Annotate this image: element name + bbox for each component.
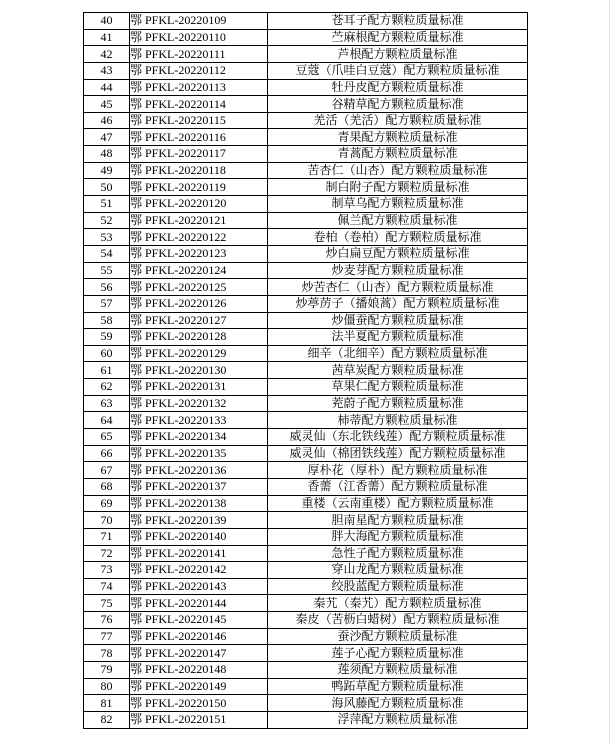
table-row xyxy=(84,262,528,279)
standard-code-cell: 鄂 PFKL-20220130 xyxy=(130,362,268,379)
standard-name-cell: 胖大海配方颗粒质量标准 xyxy=(268,528,528,545)
standards-table xyxy=(83,12,528,729)
standard-code-cell: 鄂 PFKL-20220114 xyxy=(130,96,268,113)
row-number-cell: 56 xyxy=(84,279,130,296)
standard-name-cell: 威灵仙（棉团铁线莲）配方颗粒质量标准 xyxy=(268,445,528,462)
standard-name-cell: 青蒿配方颗粒质量标准 xyxy=(268,146,528,163)
row-number-cell: 40 xyxy=(84,13,130,30)
standard-code-cell: 鄂 PFKL-20220139 xyxy=(130,512,268,529)
row-number-cell: 54 xyxy=(84,245,130,262)
table-row xyxy=(84,445,528,462)
standard-code-cell: 鄂 PFKL-20220113 xyxy=(130,79,268,96)
standard-code-cell: 鄂 PFKL-20220150 xyxy=(130,695,268,712)
table-row xyxy=(84,628,528,645)
table-row xyxy=(84,245,528,262)
row-number-cell: 55 xyxy=(84,262,130,279)
standard-name-cell: 制草乌配方颗粒质量标准 xyxy=(268,196,528,213)
table-row xyxy=(84,345,528,362)
standard-code-cell: 鄂 PFKL-20220138 xyxy=(130,495,268,512)
standard-name-cell: 法半夏配方颗粒质量标准 xyxy=(268,329,528,346)
table-row xyxy=(84,362,528,379)
standard-name-cell: 威灵仙（东北铁线莲）配方颗粒质量标准 xyxy=(268,429,528,446)
table-row xyxy=(84,112,528,129)
standard-name-cell: 制白附子配方颗粒质量标准 xyxy=(268,179,528,196)
standard-name-cell: 莲子心配方颗粒质量标准 xyxy=(268,645,528,662)
standard-code-cell: 鄂 PFKL-20220144 xyxy=(130,595,268,612)
standard-code-cell: 鄂 PFKL-20220121 xyxy=(130,212,268,229)
standard-code-cell: 鄂 PFKL-20220119 xyxy=(130,179,268,196)
standard-code-cell: 鄂 PFKL-20220123 xyxy=(130,245,268,262)
standard-name-cell: 蚕沙配方颗粒质量标准 xyxy=(268,628,528,645)
standard-name-cell: 秦皮（苦枥白蜡树）配方颗粒质量标准 xyxy=(268,612,528,629)
row-number-cell: 46 xyxy=(84,112,130,129)
standard-code-cell: 鄂 PFKL-20220120 xyxy=(130,196,268,213)
standard-name-cell: 牡丹皮配方颗粒质量标准 xyxy=(268,79,528,96)
row-number-cell: 61 xyxy=(84,362,130,379)
row-number-cell: 75 xyxy=(84,595,130,612)
table-row xyxy=(84,528,528,545)
row-number-cell: 69 xyxy=(84,495,130,512)
row-number-cell: 57 xyxy=(84,295,130,312)
row-number-cell: 58 xyxy=(84,312,130,329)
standard-code-cell: 鄂 PFKL-20220136 xyxy=(130,462,268,479)
standard-code-cell: 鄂 PFKL-20220140 xyxy=(130,528,268,545)
table-row xyxy=(84,595,528,612)
standard-code-cell: 鄂 PFKL-20220142 xyxy=(130,562,268,579)
table-row xyxy=(84,678,528,695)
standards-table-body xyxy=(84,13,528,729)
row-number-cell: 59 xyxy=(84,329,130,346)
row-number-cell: 63 xyxy=(84,395,130,412)
row-number-cell: 82 xyxy=(84,711,130,728)
standard-code-cell: 鄂 PFKL-20220135 xyxy=(130,445,268,462)
row-number-cell: 52 xyxy=(84,212,130,229)
row-number-cell: 77 xyxy=(84,628,130,645)
row-number-cell: 80 xyxy=(84,678,130,695)
standard-name-cell: 柿蒂配方颗粒质量标准 xyxy=(268,412,528,429)
row-number-cell: 64 xyxy=(84,412,130,429)
row-number-cell: 67 xyxy=(84,462,130,479)
table-row xyxy=(84,79,528,96)
standard-name-cell: 豆蔻（爪哇白豆蔻）配方颗粒质量标准 xyxy=(268,62,528,79)
standard-name-cell: 香薷（江香薷）配方颗粒质量标准 xyxy=(268,478,528,495)
table-row xyxy=(84,229,528,246)
standard-code-cell: 鄂 PFKL-20220131 xyxy=(130,379,268,396)
standard-name-cell: 绞股蓝配方颗粒质量标准 xyxy=(268,578,528,595)
row-number-cell: 48 xyxy=(84,146,130,163)
row-number-cell: 47 xyxy=(84,129,130,146)
table-row xyxy=(84,29,528,46)
table-row xyxy=(84,46,528,63)
standard-name-cell: 炒麦芽配方颗粒质量标准 xyxy=(268,262,528,279)
table-row xyxy=(84,661,528,678)
standard-name-cell: 羌活（羌活）配方颗粒质量标准 xyxy=(268,112,528,129)
row-number-cell: 44 xyxy=(84,79,130,96)
standard-name-cell: 秦艽（秦艽）配方颗粒质量标准 xyxy=(268,595,528,612)
standard-code-cell: 鄂 PFKL-20220116 xyxy=(130,129,268,146)
table-row xyxy=(84,562,528,579)
table-row xyxy=(84,312,528,329)
standard-code-cell: 鄂 PFKL-20220137 xyxy=(130,478,268,495)
row-number-cell: 70 xyxy=(84,512,130,529)
row-number-cell: 68 xyxy=(84,478,130,495)
table-row xyxy=(84,695,528,712)
row-number-cell: 65 xyxy=(84,429,130,446)
standard-code-cell: 鄂 PFKL-20220112 xyxy=(130,62,268,79)
standard-code-cell: 鄂 PFKL-20220127 xyxy=(130,312,268,329)
table-row xyxy=(84,379,528,396)
table-row xyxy=(84,612,528,629)
row-number-cell: 81 xyxy=(84,695,130,712)
standard-name-cell: 穿山龙配方颗粒质量标准 xyxy=(268,562,528,579)
row-number-cell: 74 xyxy=(84,578,130,595)
standard-code-cell: 鄂 PFKL-20220146 xyxy=(130,628,268,645)
standard-name-cell: 重楼（云南重楼）配方颗粒质量标准 xyxy=(268,495,528,512)
row-number-cell: 62 xyxy=(84,379,130,396)
standard-code-cell: 鄂 PFKL-20220134 xyxy=(130,429,268,446)
row-number-cell: 50 xyxy=(84,179,130,196)
standard-code-cell: 鄂 PFKL-20220125 xyxy=(130,279,268,296)
row-number-cell: 66 xyxy=(84,445,130,462)
standard-name-cell: 炒僵蚕配方颗粒质量标准 xyxy=(268,312,528,329)
standard-name-cell: 苍耳子配方颗粒质量标准 xyxy=(268,13,528,30)
table-row xyxy=(84,196,528,213)
standard-name-cell: 佩兰配方颗粒质量标准 xyxy=(268,212,528,229)
table-row xyxy=(84,146,528,163)
table-row xyxy=(84,395,528,412)
standard-name-cell: 胆南星配方颗粒质量标准 xyxy=(268,512,528,529)
table-row xyxy=(84,212,528,229)
row-number-cell: 51 xyxy=(84,196,130,213)
standard-name-cell: 海风藤配方颗粒质量标准 xyxy=(268,695,528,712)
standard-name-cell: 急性子配方颗粒质量标准 xyxy=(268,545,528,562)
standard-code-cell: 鄂 PFKL-20220115 xyxy=(130,112,268,129)
table-row xyxy=(84,462,528,479)
page-edge-divider xyxy=(609,0,610,744)
row-number-cell: 60 xyxy=(84,345,130,362)
standard-code-cell: 鄂 PFKL-20220151 xyxy=(130,711,268,728)
standard-code-cell: 鄂 PFKL-20220148 xyxy=(130,661,268,678)
standard-name-cell: 细辛（北细辛）配方颗粒质量标准 xyxy=(268,345,528,362)
standard-code-cell: 鄂 PFKL-20220149 xyxy=(130,678,268,695)
standard-name-cell: 苦杏仁（山杏）配方颗粒质量标准 xyxy=(268,162,528,179)
standard-name-cell: 炒白扁豆配方颗粒质量标准 xyxy=(268,245,528,262)
standard-code-cell: 鄂 PFKL-20220126 xyxy=(130,295,268,312)
table-row xyxy=(84,578,528,595)
standard-code-cell: 鄂 PFKL-20220122 xyxy=(130,229,268,246)
row-number-cell: 53 xyxy=(84,229,130,246)
standard-code-cell: 鄂 PFKL-20220129 xyxy=(130,345,268,362)
standard-code-cell: 鄂 PFKL-20220110 xyxy=(130,29,268,46)
standard-code-cell: 鄂 PFKL-20220117 xyxy=(130,146,268,163)
row-number-cell: 79 xyxy=(84,661,130,678)
table-row xyxy=(84,478,528,495)
row-number-cell: 43 xyxy=(84,62,130,79)
standard-code-cell: 鄂 PFKL-20220132 xyxy=(130,395,268,412)
row-number-cell: 49 xyxy=(84,162,130,179)
standard-name-cell: 炒苦杏仁（山杏）配方颗粒质量标准 xyxy=(268,279,528,296)
standard-name-cell: 青果配方颗粒质量标准 xyxy=(268,129,528,146)
standard-name-cell: 谷精草配方颗粒质量标准 xyxy=(268,96,528,113)
row-number-cell: 78 xyxy=(84,645,130,662)
standard-name-cell: 茺蔚子配方颗粒质量标准 xyxy=(268,395,528,412)
table-row xyxy=(84,295,528,312)
table-row xyxy=(84,62,528,79)
row-number-cell: 72 xyxy=(84,545,130,562)
standard-code-cell: 鄂 PFKL-20220109 xyxy=(130,13,268,30)
table-row xyxy=(84,162,528,179)
standard-code-cell: 鄂 PFKL-20220111 xyxy=(130,46,268,63)
table-row xyxy=(84,412,528,429)
standard-name-cell: 莲须配方颗粒质量标准 xyxy=(268,661,528,678)
table-row xyxy=(84,179,528,196)
row-number-cell: 76 xyxy=(84,612,130,629)
standard-code-cell: 鄂 PFKL-20220145 xyxy=(130,612,268,629)
standard-name-cell: 鸭跖草配方颗粒质量标准 xyxy=(268,678,528,695)
table-row xyxy=(84,711,528,728)
table-row xyxy=(84,279,528,296)
standard-code-cell: 鄂 PFKL-20220143 xyxy=(130,578,268,595)
standard-name-cell: 草果仁配方颗粒质量标准 xyxy=(268,379,528,396)
row-number-cell: 71 xyxy=(84,528,130,545)
table-row xyxy=(84,329,528,346)
standard-code-cell: 鄂 PFKL-20220133 xyxy=(130,412,268,429)
standard-name-cell: 卷柏（卷柏）配方颗粒质量标准 xyxy=(268,229,528,246)
table-row xyxy=(84,512,528,529)
standard-name-cell: 厚朴花（厚朴）配方颗粒质量标准 xyxy=(268,462,528,479)
row-number-cell: 42 xyxy=(84,46,130,63)
standard-code-cell: 鄂 PFKL-20220118 xyxy=(130,162,268,179)
standard-name-cell: 茜草炭配方颗粒质量标准 xyxy=(268,362,528,379)
standard-code-cell: 鄂 PFKL-20220124 xyxy=(130,262,268,279)
table-row xyxy=(84,545,528,562)
table-row xyxy=(84,429,528,446)
standard-code-cell: 鄂 PFKL-20220128 xyxy=(130,329,268,346)
row-number-cell: 41 xyxy=(84,29,130,46)
table-row xyxy=(84,645,528,662)
standard-code-cell: 鄂 PFKL-20220141 xyxy=(130,545,268,562)
standard-name-cell: 炒葶苈子（播娘蒿）配方颗粒质量标准 xyxy=(268,295,528,312)
table-row xyxy=(84,96,528,113)
standard-name-cell: 浮萍配方颗粒质量标准 xyxy=(268,711,528,728)
row-number-cell: 73 xyxy=(84,562,130,579)
table-row xyxy=(84,495,528,512)
table-row xyxy=(84,13,528,30)
standard-name-cell: 芦根配方颗粒质量标准 xyxy=(268,46,528,63)
row-number-cell: 45 xyxy=(84,96,130,113)
standard-name-cell: 苎麻根配方颗粒质量标准 xyxy=(268,29,528,46)
table-row xyxy=(84,129,528,146)
standard-code-cell: 鄂 PFKL-20220147 xyxy=(130,645,268,662)
